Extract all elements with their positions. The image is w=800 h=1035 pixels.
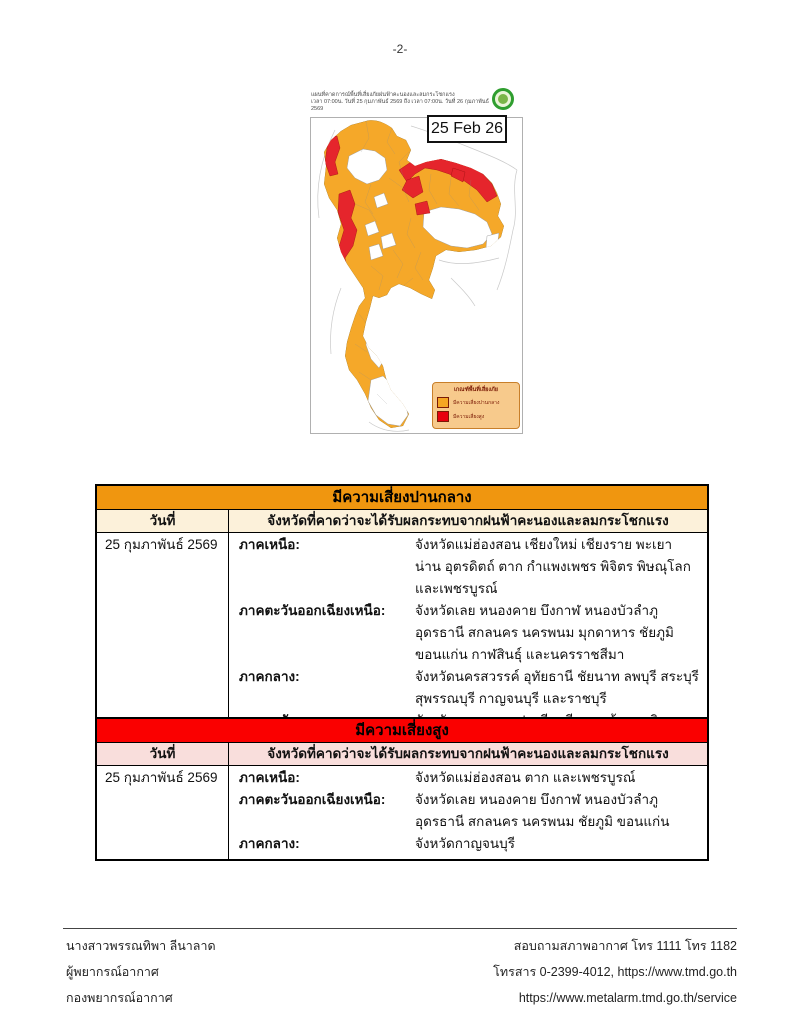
region-label: ภาคตะวันออกเฉียงเหนือ: [239,603,386,618]
region-label: ภาคเหนือ: [239,537,300,552]
map-caption-line1: แผนที่คาดการณ์พื้นที่เสี่ยงภัยฝนฟ้าคะนองและลมกระโชกแรง [311,92,455,98]
high-risk-swatch [437,411,449,422]
region-provinces: จังหวัดแม่ฮ่องสอน เชียงใหม่ เชียงราย พะเยา น่าน อุตรดิตถ์ ตาก กำแพงเพชร พิจิตร พิษณุโลก และเพชรบูรณ์ [415,537,691,596]
table-row [239,600,701,666]
forecaster-name: นางสาวพรรณทิพา ลีนาลาด [66,939,216,953]
date-cell: 25 กุมภาพันธ์ 2569 [97,766,229,859]
high-risk-table-header-row [97,743,707,766]
moderate-risk-table-header-row [97,510,707,533]
region-label: ภาคกลาง: [239,669,300,684]
risk-map [308,88,522,442]
region-label: ภาคกลาง: [239,836,300,851]
date-cell: 25 กุมภาพันธ์ 2569 [97,533,229,758]
table-row [239,833,701,855]
provinces-column-header: จังหวัดที่คาดว่าจะได้รับผลกระทบจากฝนฟ้าคะนองและลมกระโชกแรง [267,513,669,528]
region-label: ภาคเหนือ: [239,770,300,785]
legend-title: เกณฑ์พื้นที่เสี่ยงภัย [454,387,498,393]
high-risk-table-title: มีความเสี่ยงสูง [97,719,707,743]
forecaster-title: ผู้พยากรณ์อากาศ [66,965,159,979]
contact-fax-website[interactable]: โทรสาร 0-2399-4012, https://www.tmd.go.th [493,965,737,979]
map-caption-line2: เวลา 07:00น. วันที่ 25 กุมภาพันธ์ 2569 ถึง เวลา 07:00น. วันที่ 26 กุมภาพันธ์ 2569 [311,99,490,112]
high-risk-table-body [97,766,707,859]
contact-metalarm-url[interactable]: https://www.metalarm.tmd.go.th/service [518,991,737,1005]
region-provinces: จังหวัดเลย หนองคาย บึงกาฬ หนองบัวลำภู อุดรธานี สกลนคร นครพนม ชัยภูมิ ขอนแก่น [415,792,670,829]
table-row [239,789,701,833]
legend-label-moderate: มีความเสี่ยงปานกลาง [453,399,500,406]
provinces-column-header: จังหวัดที่คาดว่าจะได้รับผลกระทบจากฝนฟ้าคะนองและลมกระโชกแรง [267,746,669,761]
region-label: ภาคตะวันออกเฉียงเหนือ: [239,792,386,807]
table-row [239,767,701,789]
date-column-header: วันที่ [97,743,229,765]
date-column-header: วันที่ [97,510,229,532]
footer-author-block [66,933,216,1011]
region-provinces: จังหวัดเลย หนองคาย บึงกาฬ หนองบัวลำภู อุดรธานี สกลนคร นครพนม มุกดาหาร ชัยภูมิ ขอนแก่น กาฬสินธุ์ และนครราชสีมา [415,603,674,662]
region-provinces: จังหวัดแม่ฮ่องสอน ตาก และเพชรบูรณ์ [415,770,636,785]
footer-contact-block [493,933,737,1011]
map-caption [311,92,491,113]
table-row [239,534,701,600]
footer-divider [63,928,737,929]
map-legend [432,382,520,429]
forecaster-division: กองพยากรณ์อากาศ [66,991,173,1005]
moderate-risk-table-title: มีความเสี่ยงปานกลาง [97,486,707,510]
high-risk-table [95,717,709,861]
tmd-logo-icon [492,88,514,110]
moderate-risk-swatch [437,397,449,408]
map-date-label: 25 Feb 26 [427,115,507,143]
region-provinces: จังหวัดนครสวรรค์ อุทัยธานี ชัยนาท ลพบุรี สระบุรี สุพรรณบุรี กาญจนบุรี และราชบุรี [415,669,699,706]
regions-cell [229,766,707,859]
legend-item-high [437,411,515,422]
legend-item-moderate [437,397,515,408]
contact-phone: สอบถามสภาพอากาศ โทร 1111 โทร 1182 [513,939,737,953]
table-row [239,666,701,710]
region-provinces: จังหวัดกาญจนบุรี [415,836,515,851]
page-number: -2- [392,42,408,56]
legend-label-high: มีความเสี่ยงสูง [453,413,485,420]
